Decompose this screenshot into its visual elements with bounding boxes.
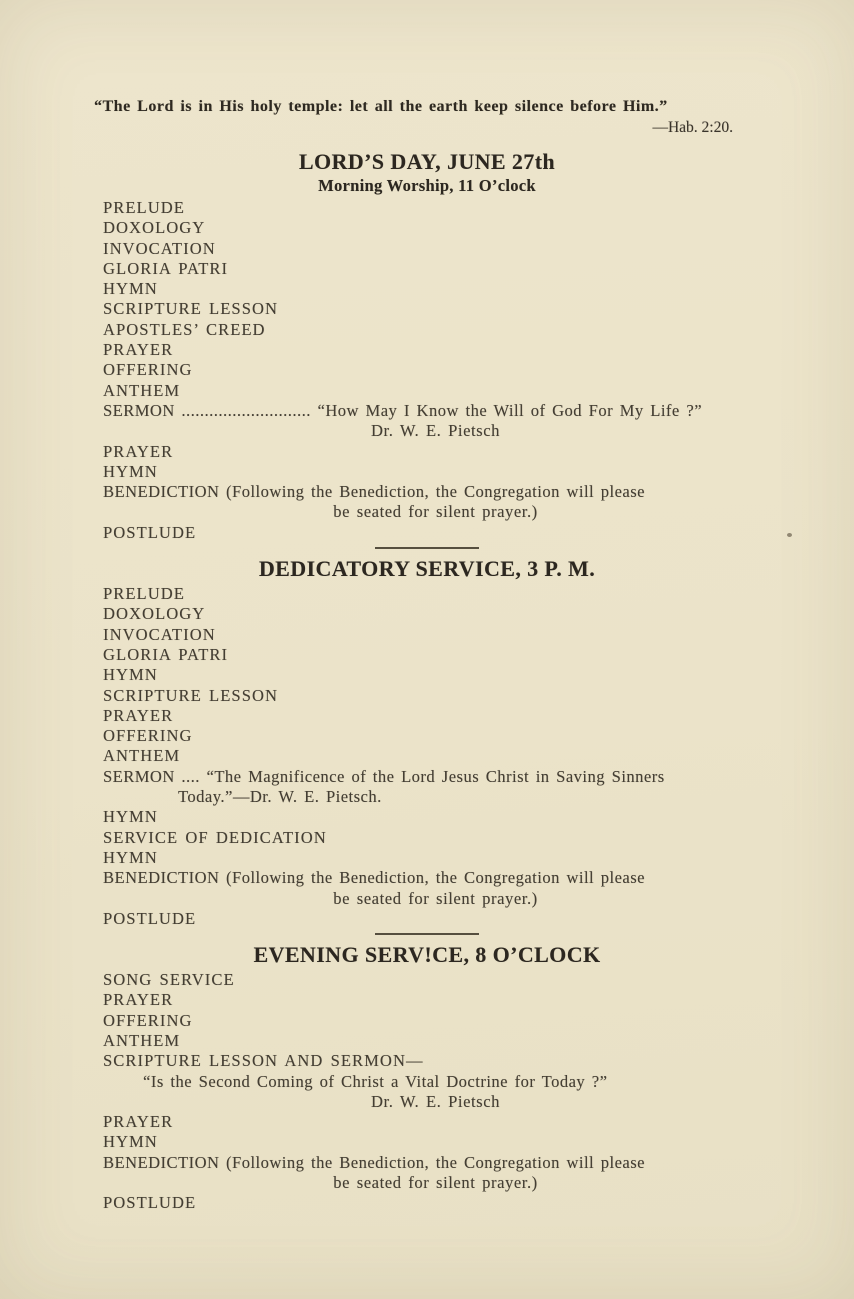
scripture-quote: “The Lord is in His holy temple: let all the earth keep silence before Him.” <box>94 98 668 115</box>
service-items <box>103 584 768 929</box>
order-item: ANTHEM <box>103 1030 181 1050</box>
scripture-reference: —Hab. 2:20. <box>652 119 733 136</box>
order-of-worship <box>0 149 854 1214</box>
order-item: HYMN <box>103 847 158 867</box>
order-item: ANTHEM <box>103 746 181 766</box>
order-item: OFFERING <box>103 360 193 380</box>
order-item: PRELUDE <box>103 198 185 217</box>
order-item: INVOCATION <box>103 238 216 258</box>
order-item: BENEDICTION (Following the Benediction, the Congregation will please <box>103 482 645 502</box>
order-item: SCRIPTURE LESSON AND SERMON— <box>103 1051 424 1071</box>
service-subtitle: Morning Worship, 11 O’clock <box>318 176 536 195</box>
section-divider <box>375 933 479 935</box>
order-item: PRELUDE <box>103 584 185 604</box>
order-item: HYMN <box>103 461 158 481</box>
order-item-continuation: be seated for silent prayer.) <box>333 888 538 908</box>
order-item-continuation: “Is the Second Coming of Christ a Vital Doctrine for Today ?” <box>143 1071 608 1091</box>
order-item: GLORIA PATRI <box>103 644 229 664</box>
order-item-continuation: be seated for silent prayer.) <box>333 502 538 522</box>
order-item: OFFERING <box>103 726 193 746</box>
order-item: SCRIPTURE LESSON <box>103 299 279 319</box>
order-item: PRAYER <box>103 441 174 461</box>
order-item: SCRIPTURE LESSON <box>103 685 279 705</box>
service-items <box>103 198 768 543</box>
order-item: POSTLUDE <box>103 908 197 928</box>
order-item: DOXOLOGY <box>103 218 206 238</box>
order-item: PRAYER <box>103 1112 174 1132</box>
order-item: PRAYER <box>103 340 174 360</box>
service-title: LORD’S DAY, JUNE 27th <box>298 149 556 174</box>
order-item: POSTLUDE <box>103 522 197 542</box>
order-item-continuation: be seated for silent prayer.) <box>333 1173 538 1193</box>
order-item: SERMON .... “The Magnificence of the Lord Jesus Christ in Saving Sinners <box>103 766 665 786</box>
service-section <box>0 933 854 1214</box>
order-item: DOXOLOGY <box>103 604 206 624</box>
epigraph <box>0 0 854 137</box>
section-divider <box>375 547 479 549</box>
service-title: DEDICATORY SERVICE, 3 P. M. <box>258 556 596 582</box>
order-item: PRAYER <box>103 705 174 725</box>
order-item: BENEDICTION (Following the Benediction, the Congregation will please <box>103 1152 645 1172</box>
order-item: POSTLUDE <box>103 1193 197 1213</box>
order-item: SONG SERVICE <box>103 970 235 990</box>
service-title: EVENING SERV!CE, 8 O’CLOCK <box>253 942 601 968</box>
order-item-continuation: Dr. W. E. Pietsch <box>371 1091 500 1111</box>
order-item-continuation: Dr. W. E. Pietsch <box>371 421 500 441</box>
print-speck <box>787 533 792 537</box>
order-item: ANTHEM <box>103 380 181 400</box>
order-item: GLORIA PATRI <box>103 258 229 278</box>
order-item: OFFERING <box>103 1010 193 1030</box>
service-section <box>0 547 854 929</box>
order-item: APOSTLES’ CREED <box>103 319 266 339</box>
order-item: HYMN <box>103 279 158 299</box>
order-item: HYMN <box>103 1132 158 1152</box>
order-item: INVOCATION <box>103 624 216 644</box>
order-item-continuation: Today.”—Dr. W. E. Pietsch. <box>178 787 382 807</box>
service-section <box>0 149 854 543</box>
order-item: HYMN <box>103 665 158 685</box>
order-item: SERMON ............................ “How May I Know the Will of God For My Life ?” <box>103 400 703 420</box>
order-item: PRAYER <box>103 990 174 1010</box>
order-item: BENEDICTION (Following the Benediction, the Congregation will please <box>103 868 645 888</box>
order-item: HYMN <box>103 807 158 827</box>
service-items <box>103 970 768 1214</box>
order-item: SERVICE OF DEDICATION <box>103 827 327 847</box>
